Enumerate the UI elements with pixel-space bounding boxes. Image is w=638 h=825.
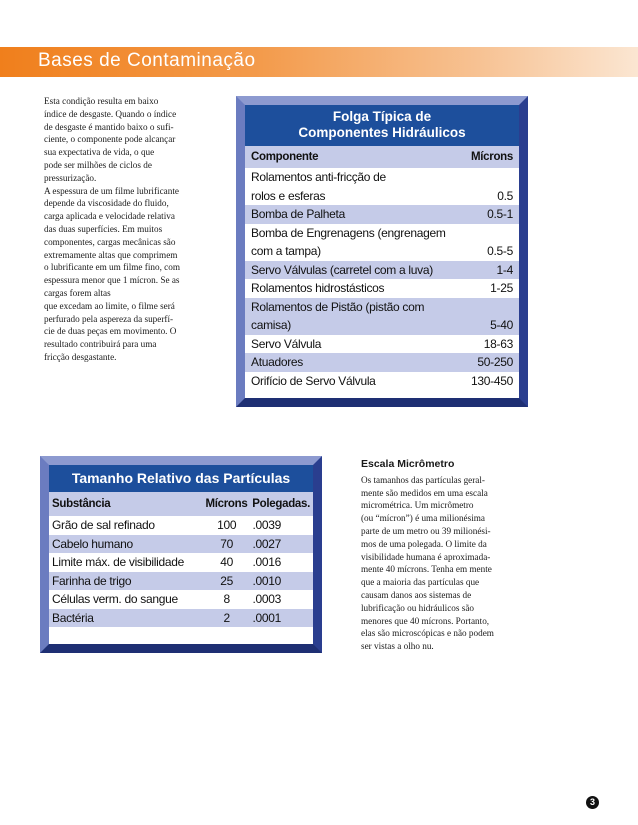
text-line: índice de desgaste. Quando o índice <box>44 108 177 119</box>
column-header-microns: Mícrons <box>471 151 513 163</box>
micron-value: 8 <box>223 592 230 607</box>
micron-value: 18-63 <box>483 336 513 351</box>
text-line: Os tamanhos das partículas geral- <box>361 474 485 485</box>
text-line: cie de duas peças em movimento. O <box>44 326 177 337</box>
text-line: espessura menor que 1 mícron. Se as <box>44 275 180 286</box>
micron-value: 0.5-1 <box>487 207 513 221</box>
clearance-title-line1: Folga Típica de <box>332 109 432 124</box>
micron-value: 130-450 <box>471 373 513 388</box>
page-number: 3 <box>586 796 599 809</box>
section-header-bar <box>0 47 638 77</box>
table-row <box>245 353 519 372</box>
micron-value: 1-4 <box>496 262 513 277</box>
table-row <box>245 205 519 224</box>
text-line: perfurado pela aspereza da superfí- <box>44 313 174 324</box>
text-line: que excedam ao limite, o filme será <box>44 300 175 311</box>
micron-value: 0.5-5 <box>487 244 513 258</box>
table-row <box>245 261 519 280</box>
text-line: micrométrica. Um micrômetro <box>361 500 474 511</box>
clearance-table-header <box>245 146 519 168</box>
text-line: das duas superfícies. Em muitos <box>44 223 163 234</box>
text-line: extremamente altas que comprimem <box>44 249 178 260</box>
column-header-component: Componente <box>251 151 319 163</box>
micron-value: 0.5 <box>497 188 513 203</box>
component-name: Orifício de Servo Válvula <box>251 373 376 388</box>
text-line: pressurização. <box>44 172 97 183</box>
substance-name: Bactéria <box>52 610 94 625</box>
particle-size-table <box>40 456 322 653</box>
table-row <box>49 516 313 535</box>
micrometer-scale-section <box>361 458 536 653</box>
text-line: ciente, o componente pode alcançar <box>44 134 176 145</box>
table-row <box>245 372 519 391</box>
component-name: Atuadores <box>251 355 304 369</box>
particle-table-title: Tamanho Relativo das Partículas <box>49 465 313 492</box>
text-line: causam danos aos sistemas de <box>361 589 472 600</box>
text-line: de desgaste é mantido baixo o sufi- <box>44 121 174 132</box>
micron-value: 5-40 <box>490 318 513 332</box>
inch-value: .0010 <box>252 573 281 588</box>
clearance-title-line2: Componentes Hidráulicos <box>298 125 466 140</box>
column-header-microns: Mícrons <box>205 498 248 510</box>
text-line: carga aplicada e velocidade relativa <box>44 211 175 222</box>
substance-name: Células verm. do sangue <box>52 592 178 607</box>
table-row <box>49 609 313 628</box>
micron-value: 40 <box>220 555 234 570</box>
component-name: Rolamentos de Pistão (pistão com <box>251 299 425 314</box>
micron-value: 50-250 <box>477 355 513 369</box>
text-line: que a maioria das partículas que <box>361 577 480 588</box>
text-line: mente 40 mícrons. Tenha em mente <box>361 564 492 575</box>
text-line: Esta condição resulta em baixo <box>44 96 159 106</box>
inch-value: .0001 <box>252 610 281 625</box>
text-line: menores que 40 mícrons. Portanto, <box>361 615 490 626</box>
text-line: lubrificação ou hidráulicos são <box>361 602 475 613</box>
component-name: Bomba de Palheta <box>251 207 345 221</box>
text-line: sua expectativa de vida, o que <box>44 147 155 158</box>
substance-name: Limite máx. de visibilidade <box>52 555 184 570</box>
text-line: o lubrificante em um filme fino, com <box>44 262 180 273</box>
micron-value: 2 <box>223 610 230 625</box>
substance-name: Farinha de trigo <box>52 573 132 588</box>
text-line: mente são medidos em uma escala <box>361 487 488 498</box>
table-row <box>245 224 519 261</box>
component-name: Bomba de Engrenagens (engrenagem <box>251 225 446 240</box>
text-line: depende da viscosidade do fluido, <box>44 198 169 209</box>
substance-name: Grão de sal refinado <box>52 518 155 533</box>
component-name: Servo Válvulas (carretel com a luva) <box>251 262 433 277</box>
text-line: fricção desgastante. <box>44 351 117 362</box>
component-name: Servo Válvula <box>251 336 322 351</box>
substance-name: Cabelo humano <box>52 536 133 551</box>
table-row <box>245 335 519 354</box>
table-row <box>49 553 313 572</box>
micron-value: 25 <box>220 573 234 588</box>
component-name: Rolamentos anti-fricção de <box>251 170 386 184</box>
text-line: (ou “mícron”) é uma milionésima <box>361 513 485 524</box>
text-line: visibilidade humana é aproximada- <box>361 551 491 562</box>
table-row <box>245 168 519 205</box>
table-row <box>49 572 313 591</box>
micron-value: 70 <box>220 536 234 551</box>
table-row <box>245 279 519 298</box>
text-line: cargas forem altas <box>44 287 111 298</box>
inch-value: .0039 <box>252 518 281 533</box>
text-line: A espessura de um filme lubrificante <box>44 185 179 196</box>
text-line: mos de uma polegada. O limite da <box>361 538 487 549</box>
text-line: componentes, cargas mecânicas são <box>44 236 176 247</box>
component-name: Rolamentos hidrostásticos <box>251 281 385 295</box>
table-row <box>49 590 313 609</box>
clearance-table-title <box>245 105 519 146</box>
column-header-substance: Substância <box>52 498 111 510</box>
text-line: pode ser milhões de ciclos de <box>44 159 152 170</box>
text-line: parte de um metro ou 39 milionési- <box>361 525 491 536</box>
text-line: resultado contribuirá para uma <box>44 339 157 350</box>
intro-text-column <box>44 95 216 364</box>
section-title: Bases de Contaminação <box>38 50 256 71</box>
micron-value: 1-25 <box>490 281 513 295</box>
inch-value: .0027 <box>252 536 281 551</box>
column-header-inches: Polegadas. <box>252 498 310 510</box>
micron-value: 100 <box>217 518 237 533</box>
table-row <box>49 535 313 554</box>
component-name-cont: rolos e esferas <box>251 188 326 203</box>
inch-value: .0016 <box>252 555 281 570</box>
table-row <box>245 298 519 335</box>
text-line: ser vistas a olho nu. <box>361 641 434 652</box>
micrometer-title: Escala Micrômetro <box>361 458 455 470</box>
text-line: elas são microscópicas e não podem <box>361 628 494 639</box>
inch-value: .0003 <box>252 592 281 607</box>
component-name-cont: camisa) <box>251 318 291 332</box>
clearance-table <box>236 96 528 407</box>
component-name-cont: com a tampa) <box>251 244 321 258</box>
particle-table-header <box>49 492 313 516</box>
